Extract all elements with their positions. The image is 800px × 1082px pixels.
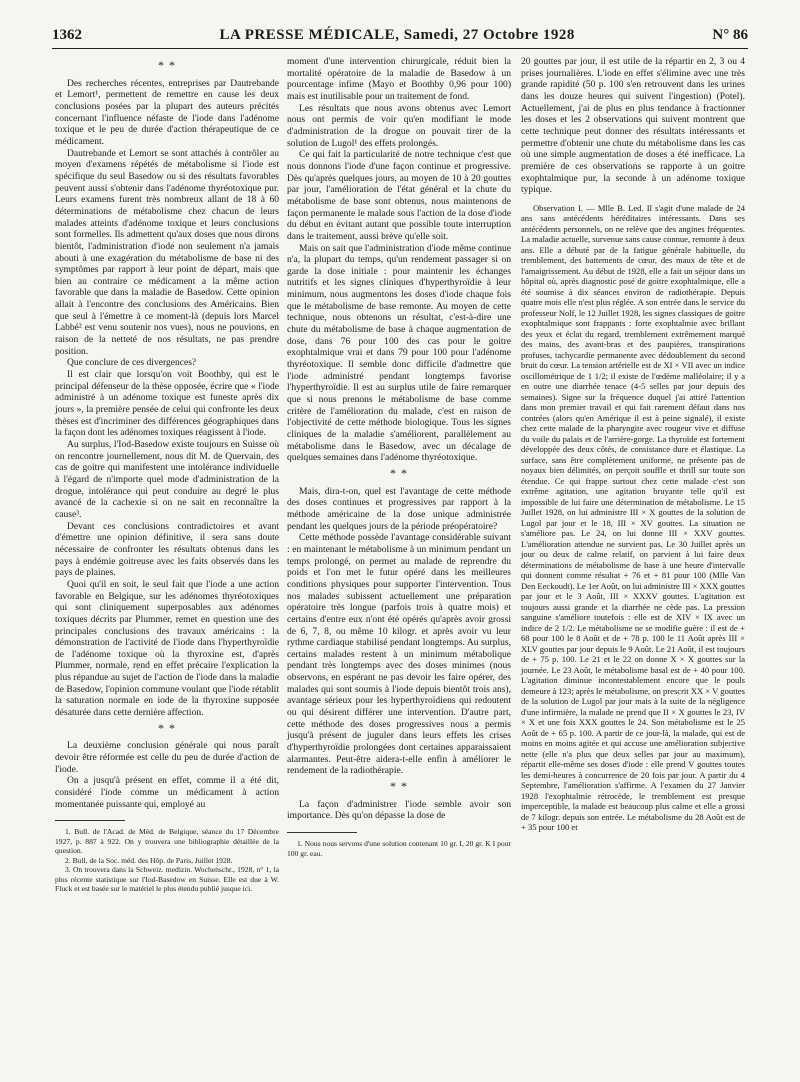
section-separator: * * xyxy=(390,779,408,794)
footnotes xyxy=(287,839,511,858)
running-header xyxy=(52,18,748,49)
footnotes xyxy=(55,827,279,894)
footnote-rule xyxy=(55,820,125,821)
footnote: 3. On trouvera dans la Schweiz. medizin. Wochenschr., 1928, n° 1, la plus récente statistique sur l'Iod-Basedow en Suisse. Elle est due à W. Fluck et est basée sur le matériel le plus étendu publié jusque ici. xyxy=(55,865,279,894)
paragraph: Devant ces conclusions contradictoires et avant d'émettre une opinion définitive, il sera sans doute nécessaire de confronter les résultats obtenus dans les pays à endémie goitreuse avec les faits observés dans les pays de plaines. xyxy=(55,520,279,579)
paragraph: Mais on sait que l'administration d'iode même continue n'a, la plupart du temps, qu'un rendement passager si on garde la dose initiale : pour maintenir les échanges nutritifs et les signes cliniques d'hyperthyroïdie à leur minimum, nous augmentons les doses d'iode chaque fois que le métabolisme de base remonte. Au moyen de cette technique, nous obtenons un résultat, c'est-à-dire une chute du métabolisme de base à chaque augmentation de dose, dans 76 pour 100 des cas pour le goitre exophtalmique vrai et dans 79 pour 100 pour l'adénome thyréotoxique. Il semble donc difficile d'admettre que l'iode administré pendant longtemps favorise l'hyperthyroïdie. Il est au surplus utile de faire remarquer que si nous prenons le métabolisme de base comme critère de l'amélioration du malade, c'est en raison de l'objectivité de cette méthode biologique. Tous les signes cliniques de la maladie s'améliorent, parallèlement au métabolisme dans le Basedow, avec un décalage de quelques semaines dans l'adénome thyréotoxique. xyxy=(287,242,511,464)
paragraph: Que conclure de ces divergences? xyxy=(67,357,197,369)
issue-number: N° 86 xyxy=(712,27,748,43)
paragraph: La deuxième conclusion générale qui nous paraît devoir être réformée est celle du peu de durée d'action de l'iode. xyxy=(55,740,279,775)
paragraph: Cette méthode possède l'avantage considérable suivant : en maintenant le métabolisme à un minimum pendant un temps prolongé, on permet au malade de reprendre du poids et l'on met le futur opéré dans les meilleures conditions physiques pour supporter l'intervention. Tous nos malades subissent actuellement une préparation opératoire très longue (parfois trois à quatre mois) et certains d'entre eux n'ont été opérés qu'après avoir grossi de 6, 7, 8, ou même 10 kilogr. et après avoir vu leur rythme cardiaque stabilisé pendant longtemps. Au surplus, certains malades restent à un minimum métabolique pendant très longtemps avec des doses minimes (nous observons, en espérant ne pas devoir les faire opérer, des malades qui sont soumis à l'iode depuis bientôt trois ans), avantage sérieux pour les hyperthyroïdiens qui redoutent ou qui désirent différer une intervention. D'autre part, cette méthode des doses progressives nous a permis jusqu'à présent de juguler dans leurs effets les crises d'hyperthyroïdie prolongées dont certaines apparaissaient alarmantes. Peut-être aidera-t-elle enfin à améliorer le rendement de la radiothérapie. xyxy=(287,532,511,777)
paragraph: 20 gouttes par jour, il est utile de la répartir en 2, 3 ou 4 prises journalières. L'iode en effet s'élimine avec une très grande rapidité (50 p. 100 s'en retrouvent dans les urines dans les douze heures qui suivent l'ingestion) (Potel). Actuellement, j'ai de plus en plus tendance à fractionner les doses et les 2 observations qui suivent montrent que cette technique peut donner des résultats intéressants et permettre d'obtenir une chute du métabolisme dans les cas où une simple augmentation de doses a été inefficace. La première de ces observations se rapporte à un goitre exophtalmique pur, la seconde à un adénome toxique typique. xyxy=(521,56,745,196)
paragraph: Ce qui fait la particularité de notre technique c'est que nous donnons l'iode d'une façon continue et progressive. Dès qu'après quelques jours, au moyen de 10 à 20 gouttes par jour, l'amélioration de l'état général et la chute du métabolisme de base sont obtenus, nous maintenons de façon permanente le malade sous l'action de la dose d'iode du début en évitant autant que possible toute interruption dans le traitement, aussi brève qu'elle soit. xyxy=(287,149,511,242)
paragraph: Dautrebande et Lemort se sont attachés à contrôler au moyen d'examens répétés de métabolisme si l'iode est spécifique du seul Basedow ou si des résultats favorables peuvent aussi s'obtenir dans l'adénome thyréotoxique pur. Leurs examens furent très nombreux allant de 18 à 60 déterminations de métabolisme chez chacun de leurs malades atteints d'adénome toxique et leurs conclusions sont formelles. Ils admettent qu'aux doses que nous dirons bientôt, l'administration d'iode non seulement n'a jamais abouti à une exagération du métabolisme de base ni des symptômes par rapport à leur point de départ, mais que bien au contraire ce médicament a la même action favorable que dans la maladie de Basedow. Cette opinion allait à l'encontre des conclusions des Américains. Bien que seul à l'émettre à ce moment-là (depuis lors Marcel Labbé² est venu soutenir nos vues), nous ne pouvions, en raison de la netteté de nos résultats, ne pas prendre position. xyxy=(55,147,279,357)
observation-paragraph: Observation I. — Mlle B. Led. Il s'agit d'une malade de 24 ans sans antécédents héréditaires intéressants. Dans ses antécédents personnels, on ne relève que des angines fréquentes. La maladie actuelle, survenue sans cause connue, remonte à deux ans. Elle a débuté par de la fatigue générale habituelle, du tremblement, des battements de cœur, des maux de tête et de l'amaigrissement. Au début de 1928, elle a fait un séjour dans un hôpital où, après diagnostic posé de goitre exophtalmique, elle a été soumise à dix séances environ de radiothérapie. Depuis quatre mois elle n'est plus réglée. A son entrée dans le service du professeur Nolf, le 12 Juillet 1928, les signes classiques de goitre exophtalmique sont frappants : forte exophtalmie avec brillant des yeux et éclat du regard, tremblement extrêmement marqué des mains, des avant-bras et des paupières, transpirations profuses, tachycardie permanente avec dédoublement du second bruit du cœur. La tension artérielle est de XI × VII avec un indice oscillométrique de 1 1/2; il existe de l'œdème malléolaire; il y a en outre une diarrhée tenace (4-5 selles par jour depuis des semaines). Signe sur la fréquence duquel j'ai attiré l'attention dans mon premier travail et qui fait rarement défaut dans nos contrées (alors qu'en Amérique il est à peine signalé), il existe chez cette malade de la pharyngite avec rougeur vive et diffuse du voile du palais et de l'arrière-gorge. La thyroïde est fortement développée des deux côtés, de consistance dure et élastique. La surface, sans être complètement uniforme, ne présente pas de noyaux bien délimités, on perçoit souffle et thrill sur toute son étendue. Ce qui frappe surtout chez cette malade c'est son extrême agitation, une agitation bruyante telle qu'il est impossible de lui faire une détermination de métabolisme. Le 15 Juillet 1928, on lui administre III × X gouttes de la solution de Lugol par jour et le 18, III × XV gouttes. La situation ne s'améliore pas. Le 24, on lui donne III × XXV gouttes. L'amélioration attendue ne survient pas. Le 30 Juillet après un jour ou deux de calme relatif, on parvient à lui faire deux déterminations de métabolisme de base à une heure d'intervalle qui donnent comme résultat + 76 et + 81 pour 100 (Mlle Van Den Eeckoudt). Le 1er Août, on lui administre III × XXX gouttes par jour et le 3 Août, III × XXXV gouttes. L'agitation est toujours aussi grande et la diarrhée ne cède pas. La pression sanguine s'améliore toutefois : elle est de XIV × IX avec un indice de 2 1/2. Le métabolisme ne se modifie guère : il est de + 68 pour 100 le 8 Août et de + 78 p. 100 le 11 Août après III × XLV gouttes par jour depuis le 9 Août. Le 21 Août, il est toujours de + 75 p. 100. Le 21 et le 22 on donne X × X gouttes sur la journée. Le 23 Août, le métabolisme basal est de + 40 pour 100. L'agitation diminue incontestablement encore que le pouls demeure à 123; après le métabolisme, on prescrit XX × V gouttes de la solution de Lugol par jour mais à la suite de la négligence d'une infirmière, la malade ne prend que II × X gouttes le 23, IV × X et une fois XXX gouttes le 24. Son métabolisme est le 25 Août de + 65 p. 100. A partir de ce jour-là, la malade, qui est de moins en moins agitée et qui accuse une amélioration subjective nette (elle n'a plus que deux selles par jour au maximum), répartit elle-même ses doses d'iode : elle prend V gouttes toutes les demi-heures à concurrence de 20 fois par jour. A partir du 4 Septembre, l'amélioration s'affirme. A l'examen du 27 Janvier 1928 l'exophtalmie rétrocède, le tremblement est presque imperceptible, la malade est beaucoup plus calme et elle a grossi de 7 kilogr. depuis son entrée. Le métabolisme du 28 Août est de + 35 pour 100 et xyxy=(521,202,745,833)
footnote: 1. Nous nous servons d'une solution contenant 10 gr. I, 20 gr. K I pour 100 gr. eau. xyxy=(287,839,511,858)
paragraph: Des recherches récentes, entreprises par Dautrebande et Lemort¹, permettent de remettre en cause les deux conclusions posées par la plupart des auteurs précités concernant l'influence néfaste de l'iode dans l'adénome toxique et le peu de durée d'action thérapeutique de ce médicament. xyxy=(55,77,279,147)
paragraph: Au surplus, l'Iod-Basedow existe toujours en Suisse où on rencontre journellement, nous dit M. de Quervain, des cas de goitre qui manifestent une intolérance individuelle à l'égard de n'importe quel mode d'administration de la drogue, intolérance qui peut conduire au degré le plus avancé de la cachexie si on ne sait en reconnaître la cause³. xyxy=(55,439,279,520)
section-separator: * * xyxy=(390,465,408,480)
footnote: 1. Bull. de l'Acad. de Méd. de Belgique, séance du 17 Décembre 1927, p. 887 à 922. On y trouvera une bibliographie détaillée de la question. xyxy=(55,827,279,856)
paragraph: moment d'une intervention chirurgicale, réduit bien la mortalité opératoire de la maladie de Basedow à un pourcentage infime (Mayo et Boothby 0,96 pour 100) mais est inutilisable pour un traitement de fond. xyxy=(287,56,511,102)
paragraph: On a jusqu'à présent en effet, comme il a été dit, considéré l'iode comme un médicament à action momentanée puissante qui, employé au xyxy=(55,775,279,810)
footnote-rule xyxy=(287,832,357,833)
page-number: 1362 xyxy=(52,27,82,43)
journal-title: LA PRESSE MÉDICALE, Samedi, 27 Octobre 1928 xyxy=(219,27,575,43)
paragraph: La façon d'administrer l'iode semble avoir son importance. Dès qu'on dépasse la dose de xyxy=(287,798,511,822)
section-separator: * * xyxy=(158,720,176,735)
column-3 xyxy=(521,56,745,833)
footnote: 2. Bull. de la Soc. méd. des Hôp. de Paris, Juillet 1928. xyxy=(65,855,233,865)
paragraph: Les résultats que nous avons obtenus avec Lemort nous ont permis de voir qu'en modifiant le mode d'administration de la drogue on pouvait tirer de la solution de Lugol¹ des effets prolongés. xyxy=(287,102,511,149)
paragraph: Il est clair que lorsqu'on voit Boothby, qui est le principal défenseur de la thèse opposée, écrire que « l'iode administré à un adénome toxique est funeste après dix jours », la première pensée de celui qui confronte les deux thèses est d'incriminer des différences géographiques dans la façon dont les adénomes toxiques réagissent à l'iode. xyxy=(55,369,279,439)
paragraph: Quoi qu'il en soit, le seul fait que l'iode a une action favorable en Belgique, sur les adénomes thyréotoxiques qui sont cliniquement superposables aux adénomes toxiques décrits par Plummer, remet en question une des principales conclusions des travaux américains : la démonstration de l'activité de l'iode dans l'hyperthyroïdie de l'adénome toxique où la thyroxine est, d'après Plummer, normale, rend en effet précaire l'explication la plus répandue au sujet de l'action de l'iode dans la maladie de Basedow, l'opinion commune voulant que l'iode rétablit la saturation normale en iode de la thyroxine supposée désaturée dans cette dernière affection. xyxy=(55,578,279,719)
paragraph: Mais, dira-t-on, quel est l'avantage de cette méthode des doses continues et progressives par rapport à la méthode américaine de la dose unique administrée pendant les quelques jours de la période préopératoire? xyxy=(287,485,511,532)
section-separator: * * xyxy=(158,58,176,72)
column-2 xyxy=(287,56,511,858)
column-1 xyxy=(55,56,279,894)
